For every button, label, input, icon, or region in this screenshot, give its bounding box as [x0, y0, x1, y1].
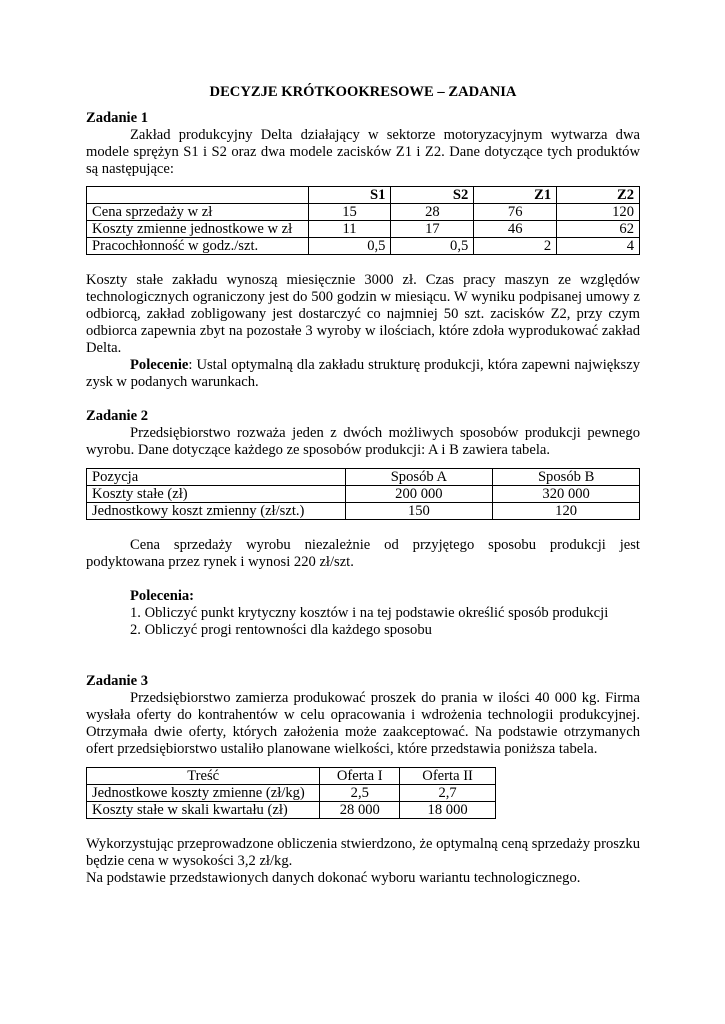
table-header-row [87, 187, 640, 204]
command-label: Polecenie [130, 357, 189, 373]
row-label: Jednostkowy koszt zmienny (zł/szt.) [87, 503, 346, 520]
task-2-heading: Zadanie 2 [86, 408, 149, 424]
table-row [87, 785, 496, 802]
task-3-heading: Zadanie 3 [86, 673, 149, 689]
table-cell: 28 [391, 204, 474, 221]
table-header-cell: Z2 [557, 187, 640, 204]
task-1-section [86, 110, 640, 391]
table-cell: 150 [345, 503, 493, 520]
task-3-instruction: Na podstawie przedstawionych danych dokonać wyboru wariantu technologicznego. [86, 870, 581, 886]
task-3-conclusion: Wykorzystując przeprowadzone obliczenia stwierdzono, że optymalną ceną sprzedaży proszku będzie cena w wysokości 3,2 zł/kg. [86, 836, 640, 869]
row-label: Cena sprzedaży w zł [87, 204, 309, 221]
task-1-table [86, 186, 640, 255]
table-cell: 4 [557, 238, 640, 255]
table-cell: 2 [474, 238, 557, 255]
task-1-command [86, 357, 640, 391]
table-header-cell: Oferta I [320, 768, 400, 785]
task-2-intro: Przedsiębiorstwo rozważa jeden z dwóch możliwych sposobów produkcji pewnego wyrobu. Dane dotyczące każdego ze sposobów produkcji: A i B zawiera tabela. [86, 425, 640, 458]
table-header-cell: Treść [87, 768, 320, 785]
table-cell: 0,5 [391, 238, 474, 255]
table-header-cell: S2 [391, 187, 474, 204]
command-text: : Ustal optymalną dla zakładu strukturę produkcji, która zapewni największy zysk w podanych warunkach. [86, 357, 640, 390]
table-row [87, 221, 640, 238]
task-1-body: Koszty stałe zakładu wynoszą miesięcznie 3000 zł. Czas pracy maszyn ze względów technologicznych ograniczony jest do 500 godzin w miesiącu. W wyniku podpisanej umowy z odbiorcą, zakład zobligowany jest dostarczyć co najmniej 50 szt. zacisków Z2, przy czym odbiorca zapewnia zbyt na pozostałe 3 wyroby w ilościach, które zdoła wyprodukować zakład Delta. [86, 272, 640, 356]
table-header-cell: S1 [308, 187, 391, 204]
table-cell: 0,5 [308, 238, 391, 255]
table-row [87, 486, 640, 503]
task-2-command-1: 1. Obliczyć punkt krytyczny kosztów i na tej podstawie określić sposób produkcji [130, 605, 609, 621]
table-cell: 120 [557, 204, 640, 221]
task-3-table [86, 767, 496, 819]
task-1-intro: Zakład produkcyjny Delta działający w sektorze motoryzacyjnym wytwarza dwa modele sprężyn S1 i S2 oraz dwa modele zacisków Z1 i Z2. Dane dotyczące tych produktów są następujące: [86, 127, 640, 177]
table-cell: 46 [474, 221, 557, 238]
table-header-cell: Z1 [474, 187, 557, 204]
table-row [87, 204, 640, 221]
table-cell: 76 [474, 204, 557, 221]
table-cell: 62 [557, 221, 640, 238]
table-header-cell: Sposób A [345, 469, 493, 486]
task-3-section [86, 673, 640, 887]
document-page [86, 84, 640, 887]
table-row [87, 802, 496, 819]
table-header-row [87, 768, 496, 785]
task-2-commands-label: Polecenia: [130, 588, 195, 604]
row-label: Koszty stałe w skali kwartału (zł) [87, 802, 320, 819]
table-header-cell [87, 187, 309, 204]
table-row [87, 503, 640, 520]
table-cell: 17 [391, 221, 474, 238]
table-header-cell: Pozycja [87, 469, 346, 486]
table-cell: 28 000 [320, 802, 400, 819]
table-cell: 18 000 [400, 802, 496, 819]
table-header-cell: Oferta II [400, 768, 496, 785]
table-cell: 15 [308, 204, 391, 221]
task-2-table [86, 468, 640, 520]
table-cell: 200 000 [345, 486, 493, 503]
row-label: Koszty zmienne jednostkowe w zł [87, 221, 309, 238]
row-label: Pracochłonność w godz./szt. [87, 238, 309, 255]
table-cell: 320 000 [493, 486, 640, 503]
task-2-section [86, 408, 640, 639]
row-label: Koszty stałe (zł) [87, 486, 346, 503]
table-header-cell: Sposób B [493, 469, 640, 486]
document-title: DECYZJE KRÓTKOOKRESOWE – ZADANIA [209, 84, 517, 100]
task-1-heading: Zadanie 1 [86, 110, 149, 126]
row-label: Jednostkowe koszty zmienne (zł/kg) [87, 785, 320, 802]
table-cell: 120 [493, 503, 640, 520]
task-3-intro: Przedsiębiorstwo zamierza produkować proszek do prania w ilości 40 000 kg. Firma wysłała oferty do kontrahentów w celu opracowania i wdrożenia technologii produkcyjnej. Otrzymała dwie oferty, których założenia może zaakceptować. Na podstawie otrzymanych ofert przedsiębiorstwo ustaliło planowane wielkości, które przedstawia poniższa tabela. [86, 690, 640, 757]
task-2-price-text: Cena sprzedaży wyrobu niezależnie od przyjętego sposobu produkcji jest podyktowana przez rynek i wynosi 220 zł/szt. [86, 537, 640, 570]
table-cell: 2,5 [320, 785, 400, 802]
table-row [87, 238, 640, 255]
table-header-row [87, 469, 640, 486]
table-cell: 2,7 [400, 785, 496, 802]
table-cell: 11 [308, 221, 391, 238]
task-2-command-2: 2. Obliczyć progi rentowności dla każdego sposobu [130, 622, 432, 638]
